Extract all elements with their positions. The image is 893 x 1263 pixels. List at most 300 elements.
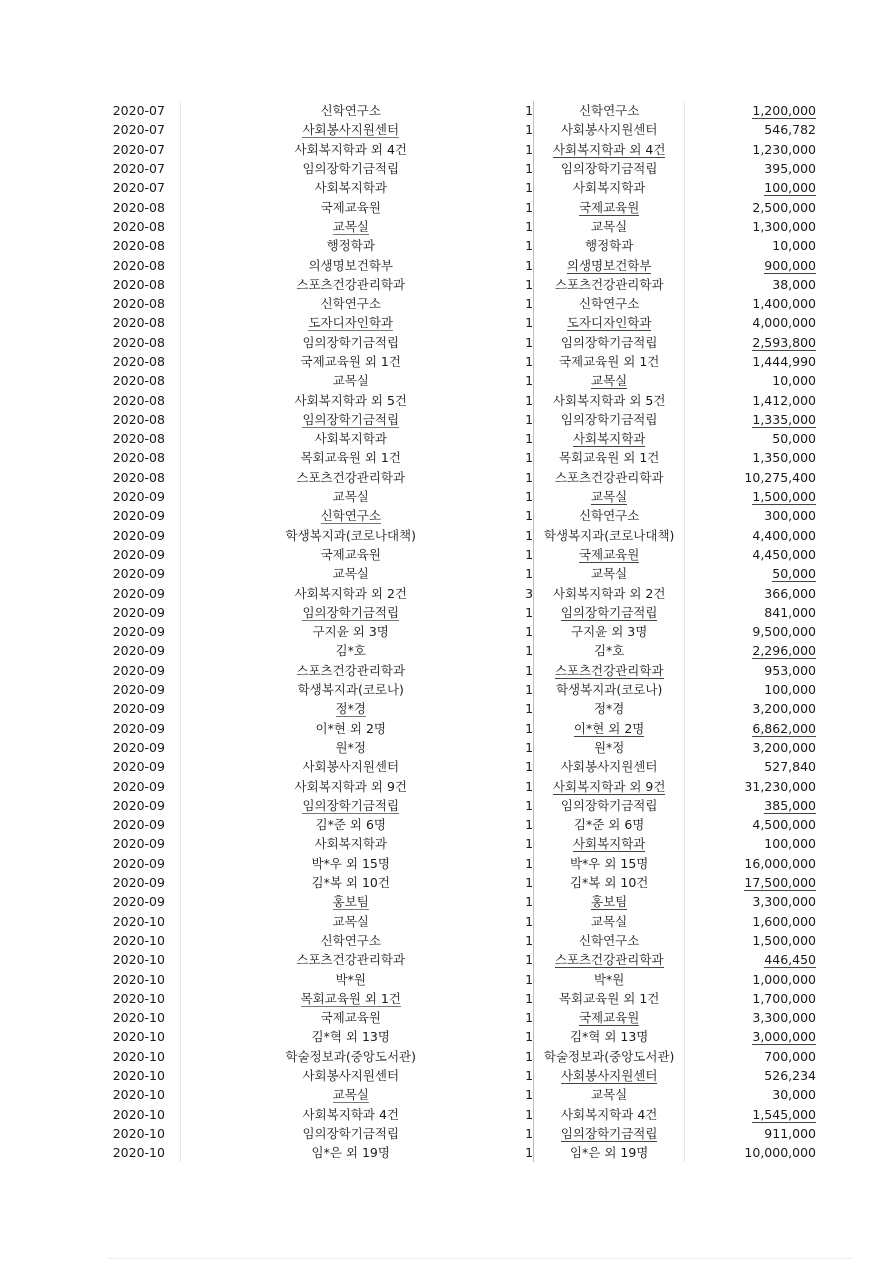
count-cell-text: 1	[525, 566, 534, 582]
department-cell-text: 사회복지학과 4건	[302, 1106, 399, 1122]
count-cell	[521, 1124, 534, 1143]
recipient-cell	[534, 333, 685, 352]
department-cell-text: 사회복지학과	[314, 180, 387, 196]
department-cell	[180, 1143, 521, 1162]
department-cell-text: 학생복지과(코로나)	[297, 682, 404, 698]
count-cell-text: 1	[525, 604, 534, 620]
table-row	[98, 950, 816, 969]
month-cell	[98, 140, 180, 159]
month-cell	[98, 101, 180, 120]
month-cell-text: 2020-10	[112, 1048, 165, 1064]
month-cell-text: 2020-09	[112, 662, 165, 678]
month-cell-text: 2020-09	[112, 875, 165, 891]
department-cell	[180, 815, 521, 834]
recipient-cell-text: 사회복지학과	[572, 836, 646, 852]
month-cell-text: 2020-09	[112, 855, 165, 871]
recipient-cell	[534, 834, 685, 853]
department-cell	[180, 661, 521, 680]
month-cell	[98, 526, 180, 545]
recipient-cell-text: 국제교육원	[578, 1010, 640, 1026]
month-cell	[98, 583, 180, 602]
department-cell-text: 사회복지학과 외 9건	[294, 778, 407, 794]
table-row	[98, 197, 816, 216]
department-cell	[180, 911, 521, 930]
amount-cell-text: 1,600,000	[752, 913, 816, 929]
count-cell	[521, 159, 534, 178]
amount-cell	[685, 313, 816, 332]
table-row	[98, 757, 816, 776]
department-cell	[180, 140, 521, 159]
amount-cell	[685, 776, 816, 795]
recipient-cell	[534, 661, 685, 680]
recipient-cell	[534, 236, 685, 255]
recipient-cell	[534, 313, 685, 332]
amount-cell-text: 1,500,000	[752, 489, 816, 505]
amount-cell-text: 4,450,000	[752, 546, 816, 562]
recipient-cell-text: 신학연구소	[578, 296, 640, 312]
recipient-cell-text: 학술정보과(중앙도서관)	[543, 1048, 675, 1064]
count-cell	[521, 950, 534, 969]
department-cell	[180, 101, 521, 120]
department-cell-text: 임의장학기금적립	[302, 334, 400, 350]
count-cell	[521, 526, 534, 545]
table-row	[98, 140, 816, 159]
month-cell	[98, 487, 180, 506]
amount-cell-text: 1,700,000	[752, 990, 816, 1006]
count-cell-text: 1	[525, 701, 534, 717]
month-cell-text: 2020-09	[112, 643, 165, 659]
department-cell-text: 이*현 외 2명	[315, 720, 386, 736]
month-cell	[98, 854, 180, 873]
month-cell-text: 2020-09	[112, 701, 165, 717]
month-cell	[98, 159, 180, 178]
month-cell-text: 2020-09	[112, 720, 165, 736]
department-cell-text: 김*혁 외 13명	[311, 1029, 390, 1045]
recipient-cell-text: 도자디자인학과	[566, 315, 652, 331]
month-cell-text: 2020-10	[112, 1087, 165, 1103]
department-cell	[180, 236, 521, 255]
department-cell-text: 사회봉사지원센터	[302, 122, 400, 138]
amount-cell-text: 3,200,000	[752, 701, 816, 717]
count-cell-text: 1	[525, 1010, 534, 1026]
recipient-cell-text: 사회복지학과 외 4건	[552, 141, 666, 157]
recipient-cell-text: 김*혁 외 13명	[569, 1029, 649, 1045]
table-row	[98, 989, 816, 1008]
department-cell	[180, 545, 521, 564]
department-cell	[180, 873, 521, 892]
month-cell	[98, 1124, 180, 1143]
department-cell-text: 신학연구소	[320, 103, 381, 119]
department-cell	[180, 333, 521, 352]
count-cell	[521, 429, 534, 448]
recipient-cell	[534, 776, 685, 795]
month-cell	[98, 217, 180, 236]
table-row	[98, 275, 816, 294]
month-cell	[98, 1027, 180, 1046]
amount-cell-text: 1,335,000	[752, 411, 816, 427]
count-cell-text: 1	[525, 1125, 534, 1141]
amount-cell	[685, 622, 816, 641]
table-row	[98, 622, 816, 641]
recipient-cell-text: 임*은 외 19명	[569, 1145, 649, 1161]
amount-cell-text: 38,000	[772, 276, 816, 292]
amount-cell-text: 1,300,000	[752, 218, 816, 234]
count-cell-text: 1	[525, 218, 534, 234]
amount-cell-text: 10,000	[772, 238, 816, 254]
amount-cell	[685, 738, 816, 757]
department-cell	[180, 120, 521, 139]
amount-cell-text: 10,000	[772, 373, 816, 389]
count-cell-text: 1	[525, 662, 534, 678]
month-cell-text: 2020-08	[112, 199, 165, 215]
count-cell-text: 1	[525, 817, 534, 833]
month-cell	[98, 545, 180, 564]
recipient-cell-text: 의생명보건학부	[566, 257, 652, 273]
recipient-cell-text: 사회복지학과 외 5건	[552, 392, 666, 408]
month-cell	[98, 699, 180, 718]
count-cell-text: 1	[525, 1048, 534, 1064]
month-cell	[98, 603, 180, 622]
month-cell	[98, 564, 180, 583]
month-cell-text: 2020-09	[112, 604, 165, 620]
recipient-cell	[534, 931, 685, 950]
table-row	[98, 390, 816, 409]
recipient-cell-text: 스포츠건강관리학과	[554, 276, 664, 292]
month-cell	[98, 197, 180, 216]
amount-cell-text: 10,275,400	[744, 469, 816, 485]
amount-cell	[685, 197, 816, 216]
table-row	[98, 178, 816, 197]
table-row	[98, 255, 816, 274]
table-row	[98, 969, 816, 988]
count-cell-text: 1	[525, 141, 534, 157]
recipient-cell-text: 국제교육원	[578, 199, 640, 215]
amount-cell-text: 366,000	[764, 585, 816, 601]
amount-cell-text: 1,400,000	[752, 296, 816, 312]
department-cell	[180, 989, 521, 1008]
recipient-cell	[534, 757, 685, 776]
count-cell-text: 1	[525, 527, 534, 543]
department-cell-text: 박*우 외 15명	[311, 855, 390, 871]
table-row	[98, 719, 816, 738]
month-cell	[98, 313, 180, 332]
department-cell	[180, 468, 521, 487]
department-cell	[180, 371, 521, 390]
month-cell	[98, 352, 180, 371]
count-cell-text: 1	[525, 952, 534, 968]
recipient-cell	[534, 390, 685, 409]
department-cell	[180, 796, 521, 815]
amount-cell	[685, 892, 816, 911]
month-cell-text: 2020-07	[112, 103, 165, 119]
amount-cell	[685, 1047, 816, 1066]
department-cell-text: 임의장학기금적립	[302, 411, 400, 427]
count-cell	[521, 410, 534, 429]
recipient-cell	[534, 911, 685, 930]
amount-cell	[685, 583, 816, 602]
table-row	[98, 1008, 816, 1027]
amount-cell-text: 4,000,000	[752, 315, 816, 331]
department-cell-text: 국제교육원 외 1건	[300, 354, 401, 369]
recipient-cell	[534, 583, 685, 602]
table-row	[98, 506, 816, 525]
recipient-cell	[534, 641, 685, 660]
month-cell-text: 2020-09	[112, 759, 165, 775]
amount-cell-text: 527,840	[764, 759, 816, 775]
month-cell-text: 2020-08	[112, 238, 165, 254]
amount-cell-text: 526,234	[764, 1067, 816, 1083]
amount-cell-text: 700,000	[764, 1048, 816, 1064]
count-cell	[521, 390, 534, 409]
month-cell-text: 2020-09	[112, 778, 165, 794]
department-cell	[180, 487, 521, 506]
table-row	[98, 1047, 816, 1066]
count-cell-text: 1	[525, 180, 534, 196]
department-cell-text: 신학연구소	[320, 932, 381, 948]
month-cell-text: 2020-07	[112, 161, 165, 177]
department-cell	[180, 603, 521, 622]
amount-cell	[685, 969, 816, 988]
count-cell	[521, 1085, 534, 1104]
month-cell	[98, 275, 180, 294]
amount-cell-text: 1,350,000	[752, 450, 816, 466]
month-cell	[98, 661, 180, 680]
amount-cell-text: 9,500,000	[752, 624, 816, 640]
amount-cell	[685, 352, 816, 371]
month-cell	[98, 641, 180, 660]
amount-cell-text: 4,500,000	[752, 817, 816, 833]
recipient-cell-text: 교목실	[591, 566, 628, 582]
department-cell	[180, 1104, 521, 1123]
count-cell-text: 1	[525, 894, 534, 910]
amount-cell	[685, 796, 816, 815]
month-cell	[98, 969, 180, 988]
month-cell-text: 2020-08	[112, 276, 165, 292]
count-cell-text: 1	[525, 392, 534, 408]
donation-ledger-table	[98, 101, 816, 1162]
department-cell	[180, 1008, 521, 1027]
month-cell-text: 2020-10	[112, 1125, 165, 1141]
amount-cell-text: 1,000,000	[752, 971, 816, 987]
amount-cell	[685, 873, 816, 892]
count-cell	[521, 101, 534, 120]
count-cell-text: 1	[525, 238, 534, 254]
amount-cell	[685, 661, 816, 680]
recipient-cell-text: 임의장학기금적립	[560, 1125, 658, 1141]
table-row	[98, 236, 816, 255]
table-row	[98, 1066, 816, 1085]
department-cell-text: 교목실	[332, 1087, 369, 1103]
month-cell-text: 2020-08	[112, 315, 165, 331]
table-row	[98, 738, 816, 757]
amount-cell-text: 50,000	[772, 431, 816, 447]
recipient-cell-text: 사회복지학과	[572, 180, 646, 196]
month-cell	[98, 815, 180, 834]
amount-cell-text: 50,000	[772, 566, 816, 582]
table-row	[98, 294, 816, 313]
amount-cell	[685, 545, 816, 564]
amount-cell	[685, 854, 816, 873]
department-cell-text: 학술정보과(중앙도서관)	[285, 1048, 417, 1064]
table-row	[98, 892, 816, 911]
month-cell	[98, 410, 180, 429]
department-cell-text: 사회봉사지원센터	[302, 759, 400, 775]
month-cell-text: 2020-09	[112, 894, 165, 910]
recipient-cell-text: 신학연구소	[578, 103, 640, 119]
department-cell	[180, 950, 521, 969]
department-cell-text: 김*준 외 6명	[315, 817, 386, 833]
recipient-cell	[534, 197, 685, 216]
month-cell	[98, 680, 180, 699]
department-cell	[180, 506, 521, 525]
table-row	[98, 1027, 816, 1046]
table-row	[98, 429, 816, 448]
month-cell	[98, 931, 180, 950]
recipient-cell	[534, 564, 685, 583]
department-cell-text: 임의장학기금적립	[302, 604, 400, 620]
recipient-cell-text: 임의장학기금적립	[560, 604, 658, 620]
department-cell-text: 임의장학기금적립	[302, 797, 400, 813]
department-cell	[180, 197, 521, 216]
department-cell-text: 스포츠건강관리학과	[296, 662, 406, 678]
count-cell	[521, 661, 534, 680]
department-cell	[180, 275, 521, 294]
recipient-cell	[534, 603, 685, 622]
department-cell	[180, 1066, 521, 1085]
recipient-cell-text: 사회복지학과 외 2건	[552, 585, 666, 601]
month-cell	[98, 1104, 180, 1123]
count-cell-text: 1	[525, 624, 534, 640]
recipient-cell	[534, 1066, 685, 1085]
amount-cell	[685, 911, 816, 930]
count-cell	[521, 603, 534, 622]
month-cell-text: 2020-07	[112, 180, 165, 196]
recipient-cell	[534, 429, 685, 448]
month-cell-text: 2020-09	[112, 624, 165, 640]
month-cell-text: 2020-08	[112, 469, 165, 485]
department-cell	[180, 834, 521, 853]
amount-cell-text: 30,000	[772, 1087, 816, 1103]
count-cell-text: 1	[525, 546, 534, 562]
amount-cell-text: 2,500,000	[752, 199, 816, 215]
department-cell-text: 신학연구소	[320, 296, 381, 312]
month-cell	[98, 429, 180, 448]
count-cell	[521, 140, 534, 159]
department-cell-text: 교목실	[332, 913, 369, 929]
recipient-cell	[534, 796, 685, 815]
count-cell-text: 1	[525, 354, 534, 369]
month-cell	[98, 776, 180, 795]
month-cell-text: 2020-09	[112, 585, 165, 601]
count-cell	[521, 873, 534, 892]
table-row	[98, 564, 816, 583]
table-row	[98, 641, 816, 660]
amount-cell-text: 300,000	[764, 508, 816, 524]
recipient-cell	[534, 950, 685, 969]
month-cell	[98, 1143, 180, 1162]
amount-cell	[685, 101, 816, 120]
amount-cell-text: 31,230,000	[744, 778, 816, 794]
month-cell-text: 2020-07	[112, 122, 165, 138]
recipient-cell-text: 임의장학기금적립	[560, 411, 658, 427]
amount-cell-text: 1,200,000	[752, 103, 816, 119]
department-cell-text: 홍보팀	[332, 894, 369, 910]
department-cell-text: 임의장학기금적립	[302, 161, 400, 177]
recipient-cell-text: 김*복 외 10건	[569, 875, 649, 891]
recipient-cell-text: 국제교육원 외 1건	[558, 354, 660, 369]
amount-cell-text: 385,000	[764, 797, 816, 813]
amount-cell-text: 3,300,000	[752, 894, 816, 910]
month-cell-text: 2020-08	[112, 392, 165, 408]
table-row	[98, 873, 816, 892]
amount-cell-text: 841,000	[764, 604, 816, 620]
recipient-cell	[534, 101, 685, 120]
recipient-cell	[534, 487, 685, 506]
amount-cell	[685, 1008, 816, 1027]
table-row	[98, 1085, 816, 1104]
count-cell	[521, 989, 534, 1008]
table-row	[98, 815, 816, 834]
count-cell-text: 1	[525, 720, 534, 736]
department-cell-text: 사회봉사지원센터	[302, 1067, 400, 1083]
month-cell-text: 2020-08	[112, 450, 165, 466]
month-cell-text: 2020-08	[112, 296, 165, 312]
month-cell-text: 2020-09	[112, 508, 165, 524]
table-row	[98, 333, 816, 352]
count-cell-text: 3	[525, 585, 534, 601]
table-row	[98, 834, 816, 853]
count-cell	[521, 120, 534, 139]
count-cell-text: 1	[525, 836, 534, 852]
amount-cell	[685, 1085, 816, 1104]
recipient-cell	[534, 159, 685, 178]
amount-cell	[685, 410, 816, 429]
amount-cell-text: 1,230,000	[752, 141, 816, 157]
amount-cell	[685, 1104, 816, 1123]
count-cell-text: 1	[525, 855, 534, 871]
department-cell	[180, 448, 521, 467]
amount-cell	[685, 390, 816, 409]
count-cell	[521, 545, 534, 564]
month-cell-text: 2020-09	[112, 836, 165, 852]
month-cell	[98, 757, 180, 776]
count-cell	[521, 255, 534, 274]
amount-cell	[685, 815, 816, 834]
count-cell-text: 1	[525, 875, 534, 891]
count-cell	[521, 468, 534, 487]
recipient-cell	[534, 854, 685, 873]
month-cell-text: 2020-09	[112, 817, 165, 833]
count-cell	[521, 583, 534, 602]
amount-cell-text: 100,000	[764, 682, 816, 698]
recipient-cell-text: 구지윤 외 3명	[571, 624, 648, 640]
department-cell	[180, 429, 521, 448]
count-cell	[521, 352, 534, 371]
department-cell	[180, 313, 521, 332]
department-cell	[180, 526, 521, 545]
count-cell	[521, 1008, 534, 1027]
count-cell	[521, 1047, 534, 1066]
table-row	[98, 1143, 816, 1162]
month-cell-text: 2020-09	[112, 739, 165, 755]
amount-cell	[685, 680, 816, 699]
department-cell-text: 교목실	[332, 566, 369, 582]
table-row	[98, 583, 816, 602]
amount-cell	[685, 834, 816, 853]
table-row	[98, 931, 816, 950]
amount-cell-text: 3,300,000	[752, 1010, 816, 1026]
table-row	[98, 352, 816, 371]
